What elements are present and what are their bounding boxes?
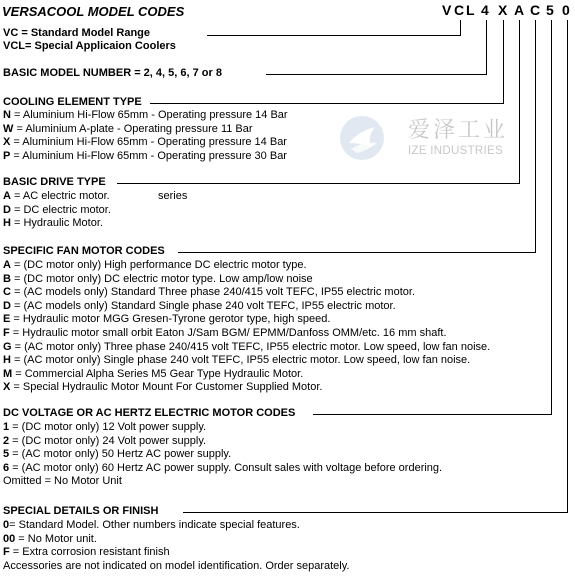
cooling-list [3,109,288,163]
list-item: H = Hydraulic Motor. [3,217,103,230]
leader-line [266,74,487,75]
list-item: G = (AC motor only) Three phase 240/415 volt TEFC, IP55 electric motor. Low speed, low fan noise. [3,340,491,353]
list-item: E = Hydraulic motor MGG Gresen-Tyrone gerotor type, high speed. [3,313,331,326]
list-item: D = (AC models only) Standard Single phase 240 volt TEFC, IP55 electric motor. [3,299,396,312]
leader-line [117,183,520,184]
range-vc: VC = Standard Model Range [3,27,150,39]
cooling-heading: COOLING ELEMENT TYPE [3,96,142,108]
list-item: D = DC electric motor. [3,203,111,216]
list-item: 0= Standard Model. Other numbers indicate special features. [3,519,300,531]
list-item: X = Special Hydraulic Motor Mount For Customer Supplied Motor. [3,381,323,394]
drive-series-note: series [158,190,188,202]
list-item: 6 = (AC motor only) 60 Hertz AC power supply. Consult sales with voltage before ordering. [3,461,443,474]
list-item: M = Commercial Alpha Series M5 Gear Type Hydraulic Motor. [3,367,304,380]
leader-line [207,35,461,36]
code-char: L [466,2,475,18]
special-list [3,519,349,573]
code-char: 5 [546,2,554,18]
voltage-heading: DC VOLTAGE OR AC HERTZ ELECTRIC MOTOR CODES [3,407,296,419]
list-item: Accessories are not indicated on model identification. Order separately. [3,559,350,572]
watermark-cn: 爱泽工业 [408,118,509,143]
leader-line [503,20,504,103]
voltage-list [3,421,442,489]
list-item: X = Aluminium Hi-Flow 65mm - Operating pressure 14 Bar [3,136,287,149]
list-item: B = (DC motor only) DC electric motor type. Low amp/low noise [3,272,313,285]
code-char: C [530,2,541,18]
list-item: C = (AC models only) Standard Three phase 240/415 volt TEFC, IP55 electric motor. [3,286,415,299]
list-item: 00 = No Motor unit. [3,532,97,545]
list-item: Omitted = No Motor Unit [3,475,122,488]
list-item: N = Aluminium Hi-Flow 65mm - Operating pressure 14 Bar [3,109,288,121]
fan-heading: SPECIFIC FAN MOTOR CODES [3,245,165,257]
code-char: V [442,2,452,18]
watermark [337,113,511,163]
list-item: A = (DC motor only) High performance DC electric motor type. [3,259,307,271]
list-item: 5 = (AC motor only) 50 Hertz AC power supply. [3,448,232,461]
fan-list [3,259,490,395]
list-item: F = Extra corrosion resistant finish [3,546,170,559]
leader-line [178,252,536,253]
leader-line [551,20,552,414]
code-char: 4 [481,2,489,18]
list-item: 2 = (DC motor only) 24 Volt power supply. [3,434,207,447]
drive-heading: BASIC DRIVE TYPE [3,176,106,188]
leader-line [535,20,536,252]
special-heading: SPECIAL DETAILS OR FINISH [3,505,159,517]
code-char: A [514,2,525,18]
leader-line [486,20,487,74]
leader-line [519,20,520,183]
list-item: P = Aluminium Hi-Flow 65mm - Operating pressure 30 Bar [3,149,287,162]
ize-logo-icon [337,113,399,163]
code-char: 0 [562,2,570,18]
leader-line [150,103,504,104]
code-char: C [454,2,465,18]
leader-line [567,20,568,512]
basic-model-number: BASIC MODEL NUMBER = 2, 4, 5, 6, 7 or 8 [3,67,222,79]
list-item: A = AC electric motor. [3,190,110,202]
watermark-en: IZE INDUSTRIES [408,145,503,157]
leader-line [460,20,461,35]
range-vcl: VCL= Special Applicaion Coolers [3,40,176,52]
list-item: H = (AC motor only) Single phase 240 volt TEFC, IP55 electric motor. Low speed, low fan noise. [3,354,471,367]
list-item: F = Hydraulic motor small orbit Eaton J/Sam BGM/ EPMM/Danfoss OMM/etc. 16 mm shaft. [3,326,447,339]
code-char: X [498,2,508,18]
list-item: 1 = (DC motor only) 12 Volt power supply. [3,421,207,433]
leader-line [313,414,552,415]
leader-line [183,512,568,513]
page-title: VERSACOOL MODEL CODES [2,4,185,19]
drive-list [3,190,111,231]
list-item: W = Aluminium A-plate - Operating pressure 11 Bar [3,122,253,135]
